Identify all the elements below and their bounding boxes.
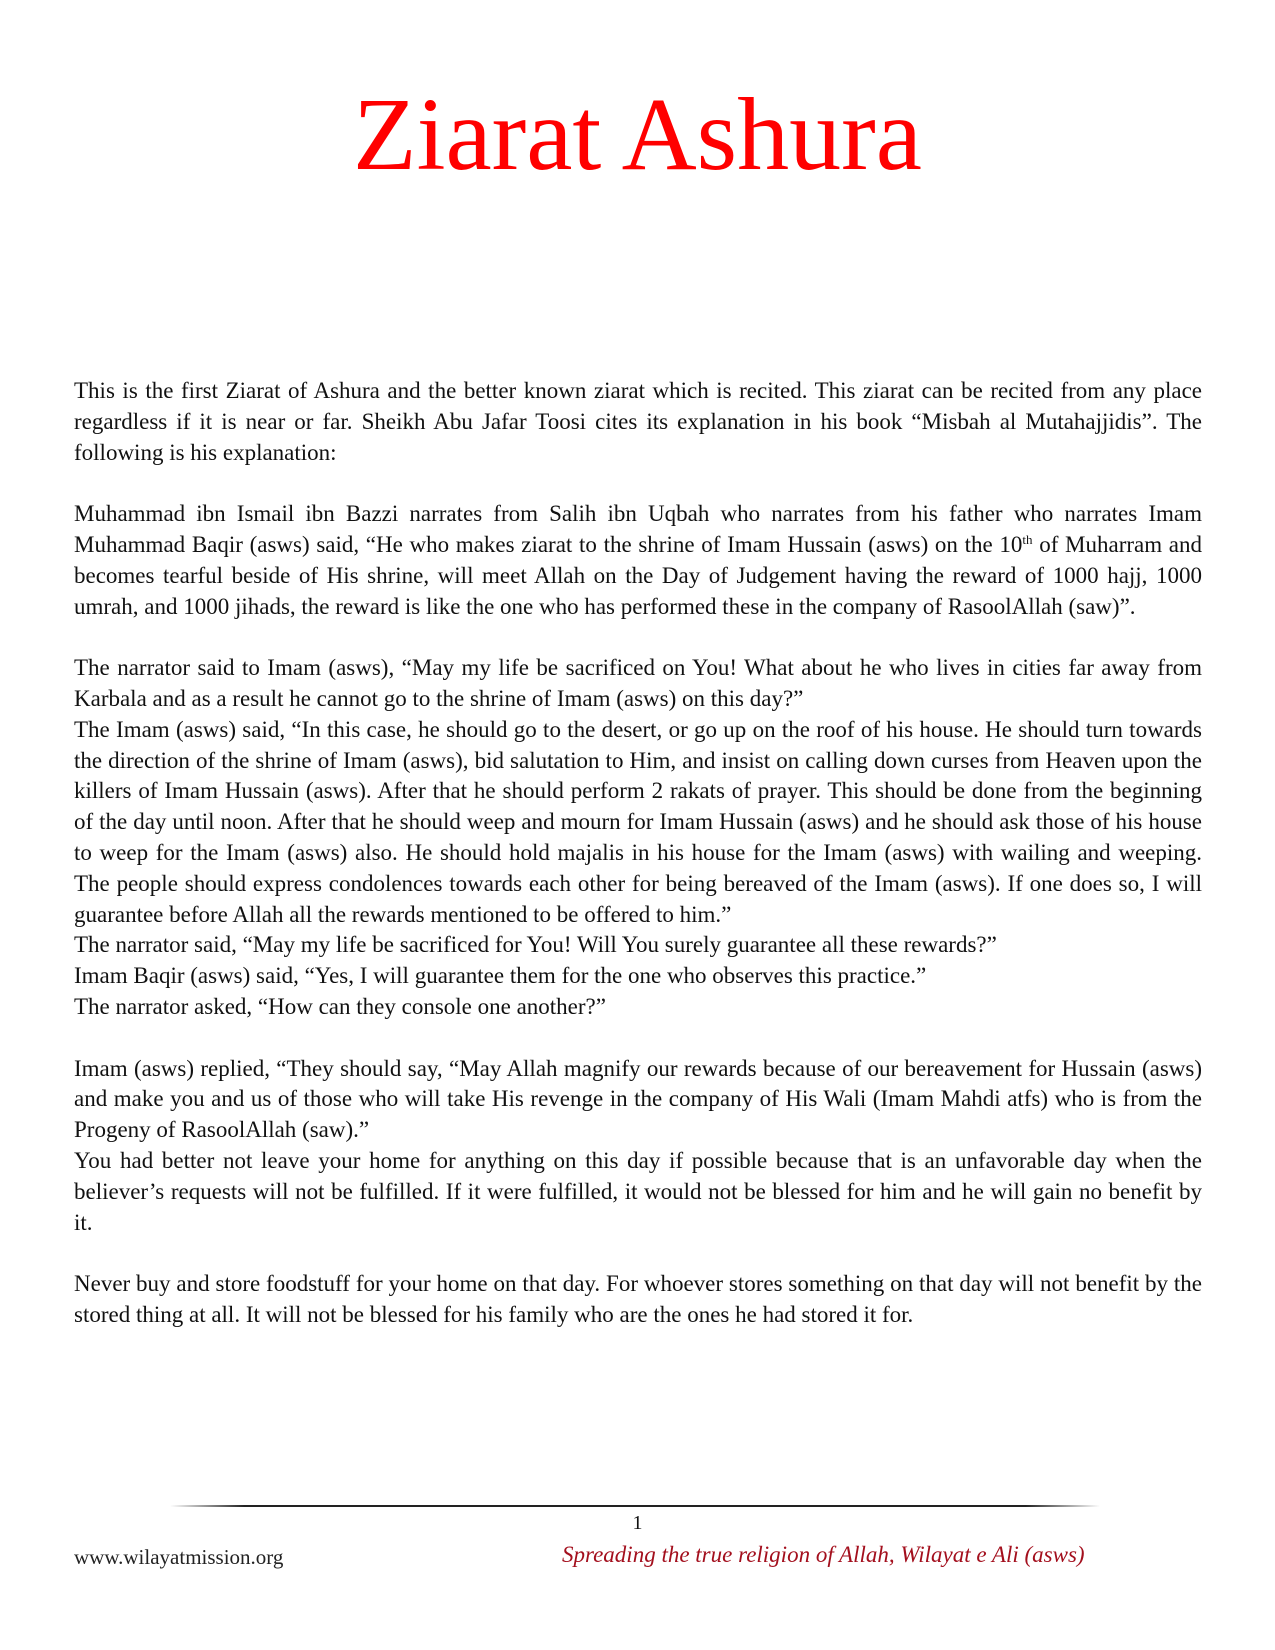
paragraph-narrator-followup: The narrator said, “May my life be sacrificed for You! Will You surely guarantee all these rewards?” [74,932,997,958]
footer-website-link[interactable]: www.wilayatmission.org [74,1545,284,1569]
footer-divider [170,1505,1100,1507]
paragraph-imam-answer: The Imam (asws) said, “In this case, he should go to the desert, or go up on the roof of his house. He should turn towards the direction of the shrine of Imam (asws), bid salutation to Him, and insist on calling down curses from Heaven upon the killers of Imam Hussain (asws). After that he should perform 2 rakats of prayer. This should be done from the beginning of the day until noon. After that he should weep and mourn for Imam Hussain (asws) and he should ask those of his house to weep for the Imam (asws) also. He should hold majalis in his house for the Imam (asws) with wailing and weeping. The people should express condolences towards each other for being bereaved of the Imam (asws). If one does so, I will guarantee before Allah all the rewards mentioned to be offered to him.” [74,716,1202,927]
paragraph-foodstuff: Never buy and store foodstuff for your home on that day. For whoever stores something on that day will not benefit by the stored thing at all. It will not be blessed for his family who are the ones he had stored it for. [74,1271,1202,1327]
paragraph-imam-replied: Imam (asws) replied, “They should say, “May Allah magnify our rewards because of our bereavement for Hussain (asws) and make you and us of those who will take His revenge in the company of His Wali (Imam Mahdi atfs) who is from the Progeny of RasoolAllah (saw).” [74,1055,1202,1143]
paragraph-intro: This is the first Ziarat of Ashura and the better known ziarat which is recited. This ziarat can be recited from any place regardless if it is near or far. Sheikh Abu Jafar Toosi cites its explanation in his book “Misbah al Mutahajjidis”. The following is his explanation: [74,378,1202,465]
narration-text-start: Muhammad ibn Ismail ibn Bazzi narrates from Salih ibn Uqbah who narrates from his father who narrates Imam Muhammad Baqir (asws) said, “He who makes ziarat to the shrine of Imam Hussain (asws) on the 10 [74,501,1202,557]
footer-tagline: Spreading the true religion of Allah, Wilayat e Ali (asws) [562,1542,1085,1567]
paragraph-narration [74,499,1202,622]
paragraph-leave-home: You had better not leave your home for anything on this day if possible because that is an unfavorable day when the believer’s requests will not be fulfilled. If it were fulfilled, it would not be blessed for him and he will gain no benefit by it. [74,1147,1202,1235]
paragraph-imam-baqir-reply: Imam Baqir (asws) said, “Yes, I will guarantee them for the one who observes this practice.” [74,963,927,989]
document-body [74,376,1202,1331]
paragraph-narrator-question: The narrator said to Imam (asws), “May my life be sacrificed on You! What about he who lives in cities far away from Karbala and as a result he cannot go to the shrine of Imam (asws) on this day?” [74,655,1202,711]
narration-text-end: of Muharram and becomes tearful beside of His shrine, will meet Allah on the Day of Judgement having the reward of 1000 hajj, 1000 umrah, and 1000 jihads, the reward is like the one who has performed these in the company of RasoolAllah (saw)”. [74,531,1203,619]
ordinal-superscript: th [1022,531,1033,547]
page-number: 1 [632,1512,643,1534]
page-title: Ziarat Ashura [353,77,922,192]
paragraph-narrator-asks: The narrator asked, “How can they console one another?” [74,993,606,1019]
